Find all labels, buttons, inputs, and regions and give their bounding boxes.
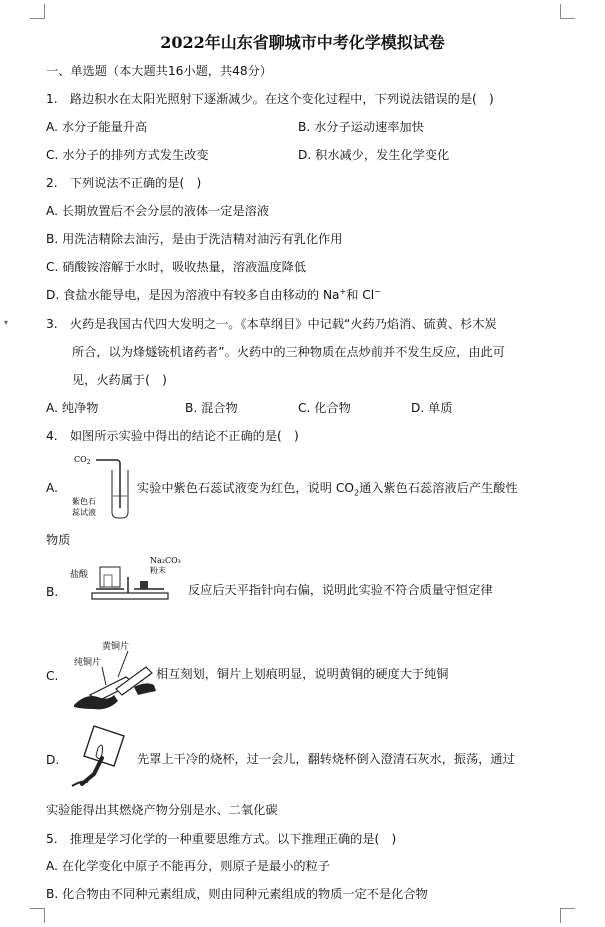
fig-candle-holder: [82, 758, 102, 784]
section-heading: 一、单选题（本大题共16小题，共48分）: [46, 64, 273, 78]
q4-option-d-text: 先罩上干冷的烧杯，过一会儿，翻转烧杯倒入澄清石灰水，振荡，通过: [137, 752, 515, 766]
fig-brass-label: 黄铜片: [102, 642, 130, 652]
q2-option-d-sup1: +: [339, 286, 347, 296]
fig-hand-stroke: [72, 782, 88, 787]
fig-co2-label: $CO_2$: [74, 455, 91, 466]
margin-marker-icon: ▾: [4, 318, 9, 327]
q2-option-d: [46, 287, 381, 303]
fig-left-hand: [74, 695, 118, 709]
fig-pipe-bend: [118, 460, 120, 462]
q1-stem: 1. 路边积水在太阳光照射下逐渐减少。在这个变化过程中，下列说法错误的是( ): [46, 92, 494, 106]
q4-option-a-continued: 物质: [46, 533, 71, 547]
q3-stem-line1: 3. 火药是我国古代四大发明之一。《本草纲目》中记载“火药乃焰消、硫黄、杉木炭: [46, 317, 497, 331]
q4-option-c-text: 相互刻划，铜片上划痕明显，说明黄铜的硬度大于纯铜: [156, 667, 449, 681]
q3-option-b: B. 混合物: [185, 401, 238, 415]
q1-option-b: B. 水分子运动速率加快: [298, 120, 424, 134]
q2-option-d-sup2: −: [374, 286, 381, 296]
crop-mark-top-left: [30, 4, 45, 19]
q4-option-b-label: B.: [46, 585, 59, 599]
q4-option-c-label: C.: [46, 669, 59, 683]
fig-litmus-label-1: 紫色石: [72, 497, 96, 506]
q1-option-d: D. 积水减少，发生化学变化: [298, 148, 450, 162]
q1-option-c: C. 水分子的排列方式发生改变: [46, 148, 209, 162]
q4-option-b-text: 反应后天平指针向右偏，说明此实验不符合质量守恒定律: [188, 583, 493, 597]
q3-option-c: C. 化合物: [298, 401, 351, 415]
q3-option-d: D. 单质: [411, 401, 453, 415]
brass-scratch-figure: [68, 637, 160, 713]
fig-na2co3-label: Na₂CO₃: [150, 556, 181, 565]
fig-beaker: [100, 567, 120, 587]
crop-mark-bottom-right: [560, 908, 575, 923]
q2-stem: 2. 下列说法不正确的是( ): [46, 176, 202, 190]
fig-powder-label: 粉末: [150, 566, 166, 575]
beaker-combustion-figure: [68, 722, 136, 792]
co2-litmus-figure: [68, 450, 136, 524]
fig-acid-label: 盐酸: [70, 570, 89, 580]
q1-option-a: A. 水分子能量升高: [46, 120, 148, 134]
q3-stem-line3: 见，火药属于( ): [72, 373, 167, 387]
page-title: 2022年山东省聊城市中考化学模拟试卷: [160, 33, 445, 52]
q4-stem: 4. 如图所示实验中得出的结论不正确的是( ): [46, 429, 299, 443]
q3-stem-line2: 所合，以为烽燧铳机诸药者”。火药中的三种物质在点炒前并不发生反应，由此可: [72, 345, 505, 359]
fig-weight: [140, 581, 148, 589]
q2-option-c: C. 硝酸铵溶解于水时，吸收热量，溶液温度降低: [46, 260, 307, 274]
q5-stem: 5. 推理是学习化学的一种重要思维方式。以下推理正确的是( ): [46, 832, 397, 846]
q2-option-a: A. 长期放置后不会分层的液体一定是溶液: [46, 204, 270, 218]
q4-option-a-label: A.: [46, 481, 58, 495]
q2-option-d-text: D. 食盐水能导电，是因为溶液中有较多自由移动的 Na: [46, 288, 340, 302]
crop-mark-bottom-left: [30, 908, 45, 923]
fig-copper-label: 纯铜片: [74, 658, 102, 668]
fig-litmus-label-2: 蕊试液: [72, 508, 96, 517]
q4-option-a-text: 实验中紫色石蕊试液变为红色，说明 $CO_2$通入紫色石蕊溶液后产生酸性: [137, 481, 518, 498]
crop-mark-top-right: [560, 4, 575, 19]
q4-option-d-label: D.: [46, 753, 60, 767]
fig-balance-base: [92, 593, 168, 599]
fig-inverted-beaker: [84, 726, 124, 766]
q2-option-b: B. 用洗洁精除去油污，是由于洗洁精对油污有乳化作用: [46, 232, 343, 246]
q5-option-a: A. 在化学变化中原子不能再分，则原子是最小的粒子: [46, 859, 330, 873]
q4-option-d-continued: 实验能得出其燃烧产物分别是水、二氧化碳: [46, 803, 278, 817]
q3-option-a: A. 纯净物: [46, 401, 99, 415]
q2-option-d-mid: 和 Cl: [346, 288, 375, 302]
fig-right-hand: [134, 683, 156, 695]
fig-small-tube: [104, 575, 112, 587]
q5-option-b: B. 化合物由不同种元素组成，则由同种元素组成的物质一定不是化合物: [46, 887, 428, 901]
fig-brass-leader: [118, 651, 128, 677]
fig-copper-leader: [102, 667, 106, 685]
balance-figure: [68, 553, 186, 601]
